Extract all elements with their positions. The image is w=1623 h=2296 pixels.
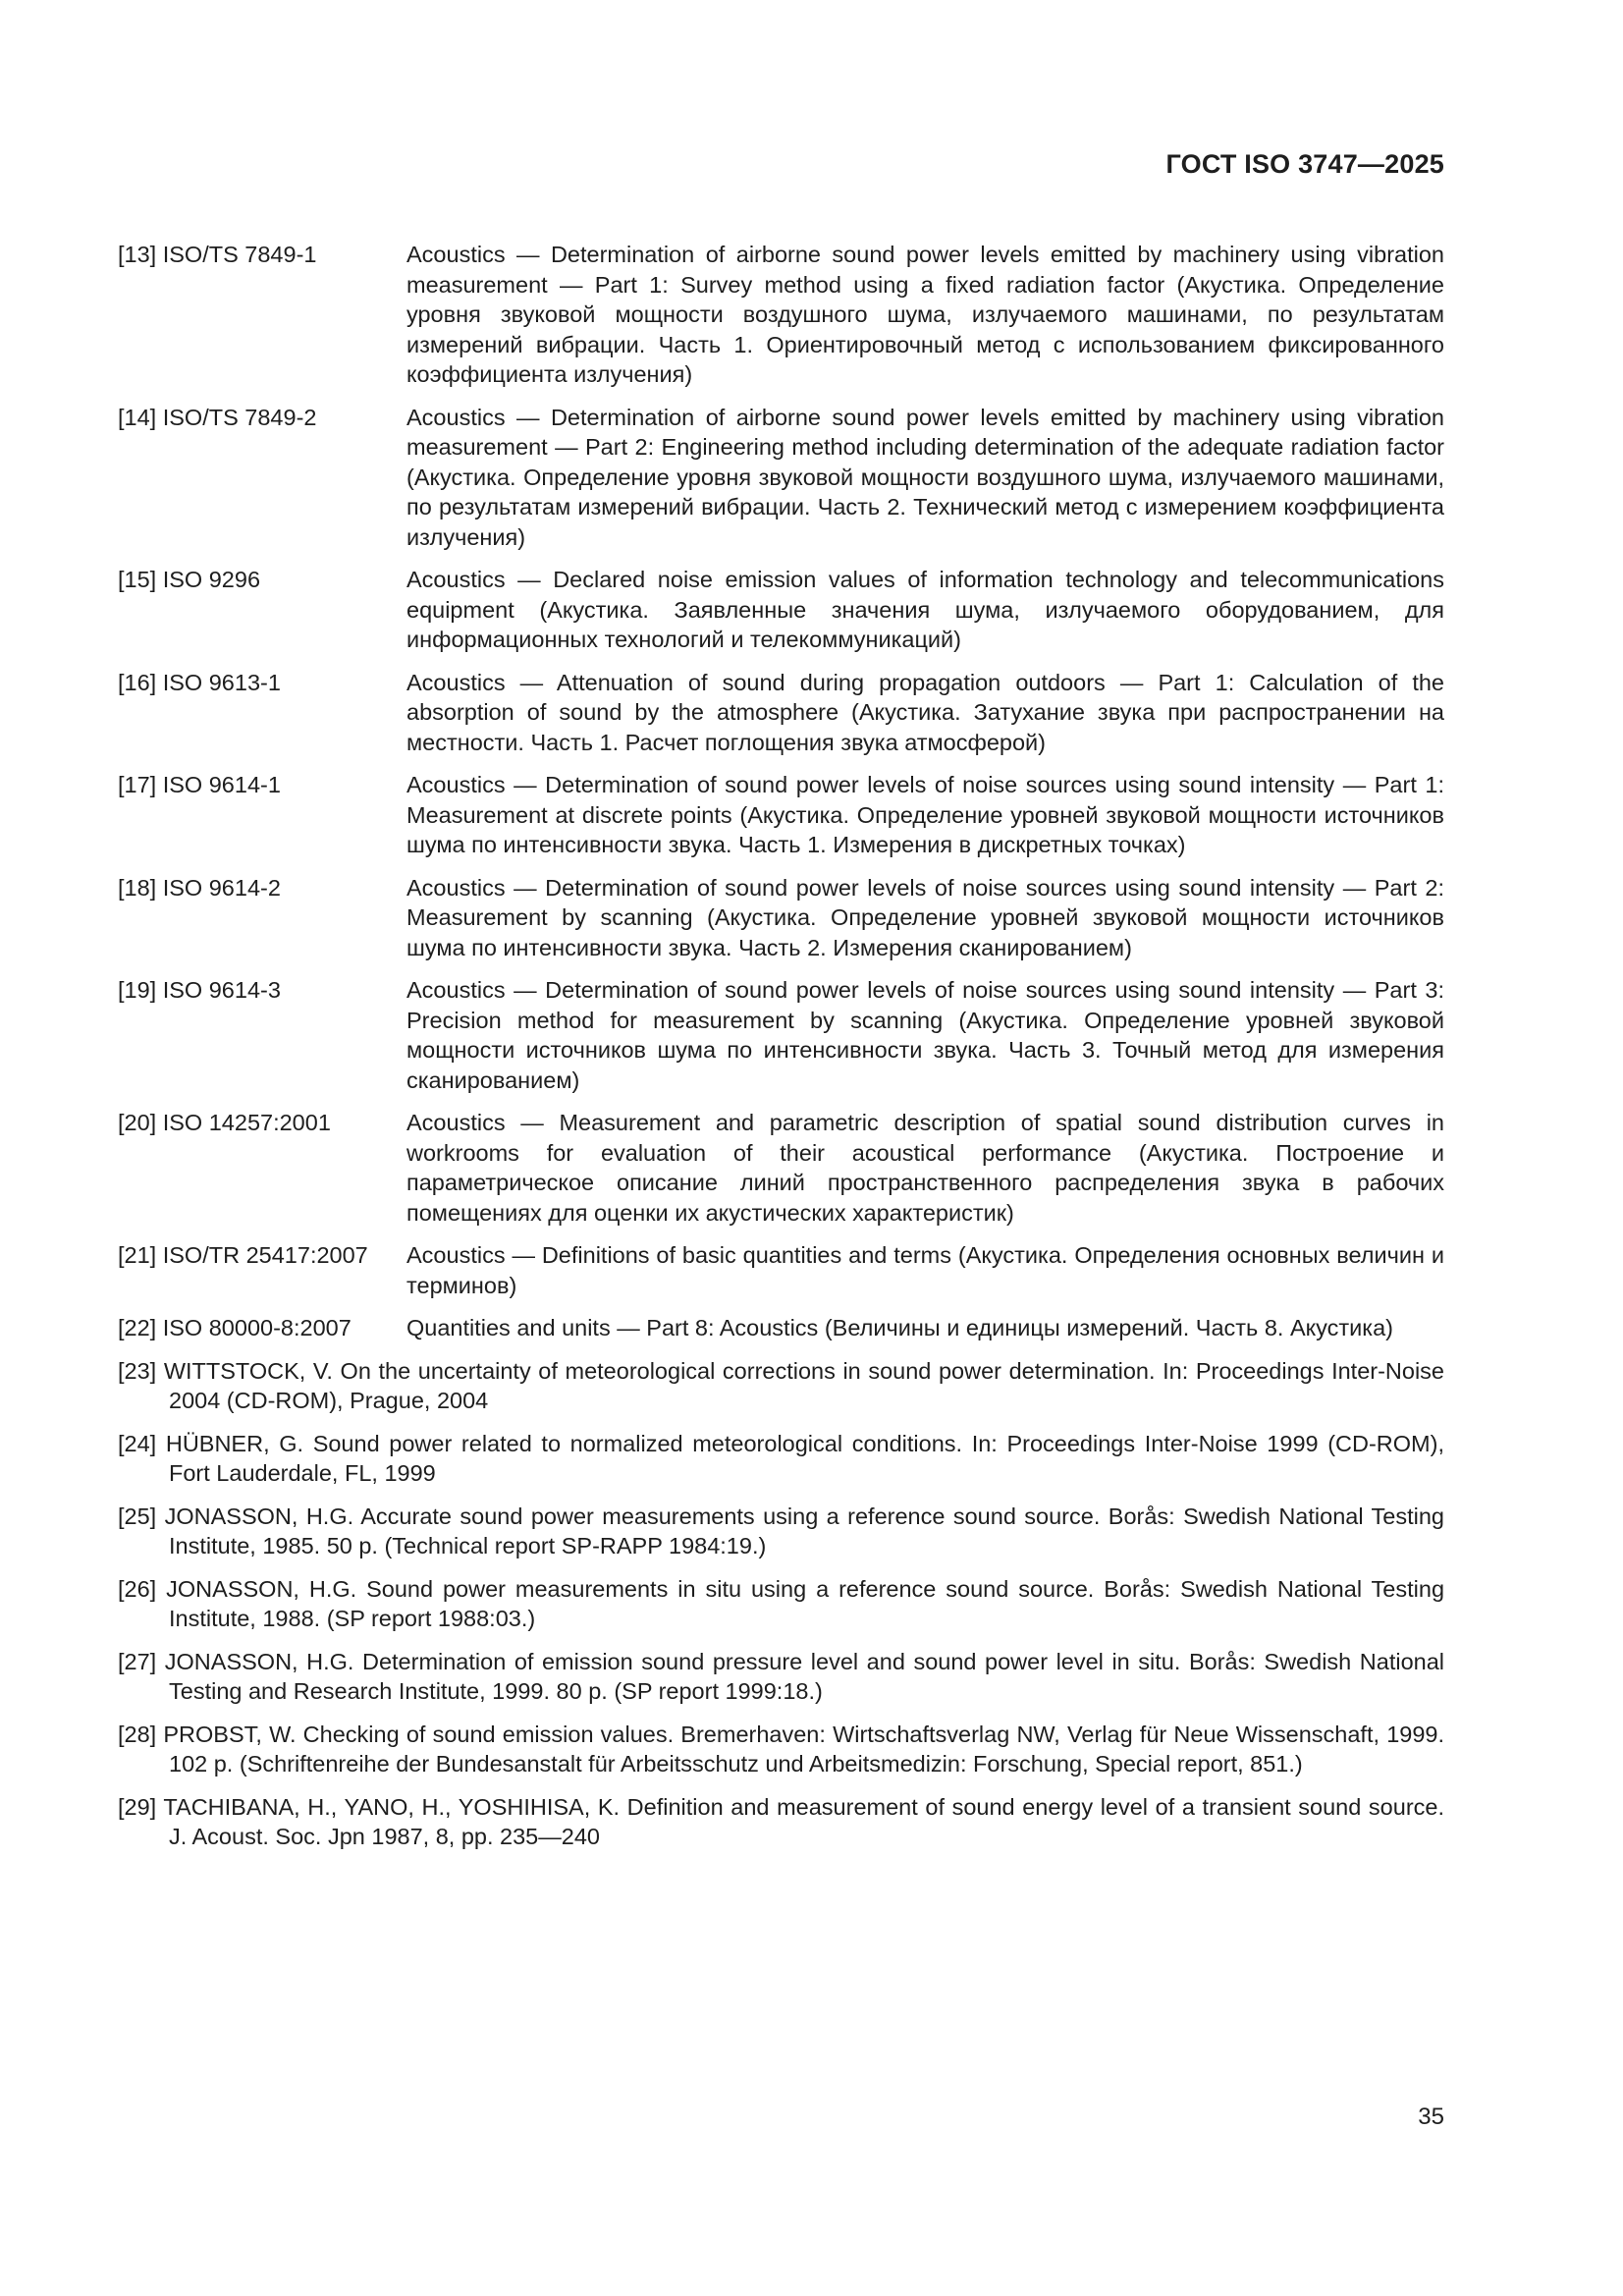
entry-text: JONASSON, H.G. Determination of emission sound pressure level and sound power level in situ. Borås: Swedish National Testing and Research Institute, 1999. 80 p. (SP report 1999:18.) (164, 1648, 1445, 1704)
bibliography-entry-14 (118, 403, 1444, 553)
entry-title: Quantities and units — Part 8: Acoustics (Величины и единицы измерений. Часть 8. Акустика) (406, 1315, 1393, 1340)
entry-number: [24] (118, 1430, 157, 1456)
bibliography-entry-24 (118, 1429, 1444, 1489)
entry-text: PROBST, W. Checking of sound emission values. Bremerhaven: Wirtschaftsverlag NW, Verlag für Neue Wissenschaft, 1999. 102 p. (Schriftenreihe der Bundesanstalt für Arbeitsschutz und Arbeitsmedizin: Forschung, Special report, 851.) (163, 1721, 1444, 1777)
bibliography-entry-21 (118, 1240, 1444, 1300)
entry-title: Acoustics — Definitions of basic quantities and terms (Акустика. Определения основных величин и терминов) (406, 1242, 1444, 1298)
entry-reference: [19] ISO 9614-3 (118, 977, 281, 1003)
entry-text: HÜBNER, G. Sound power related to normalized meteorological conditions. In: Proceedings Inter-Noise 1999 (CD-ROM), Fort Lauderdale, FL, 1999 (165, 1430, 1444, 1486)
bibliography-entry-19 (118, 975, 1444, 1095)
bibliography-entry-26 (118, 1574, 1444, 1634)
entry-title: Acoustics — Measurement and parametric description of spatial sound distribution curves in workrooms for evaluation of their acoustical performance (Акустика. Построение и параметрическое описание линий пространственного распределения звука в рабочих помещениях для оценки их акустических характеристик) (406, 1110, 1444, 1226)
entry-text: JONASSON, H.G. Accurate sound power measurements using a reference sound source. Borås: Swedish National Testing Institute, 1985. 50 p. (Technical report SP-RAPP 1984:19.) (164, 1503, 1444, 1558)
entry-reference: [20] ISO 14257:2001 (118, 1110, 331, 1135)
page-number: 35 (1418, 2104, 1444, 2130)
entry-number: [25] (118, 1503, 157, 1529)
entry-number: [29] (118, 1793, 157, 1820)
entry-text: JONASSON, H.G. Sound power measurements in situ using a reference sound source. Borås: Swedish National Testing Institute, 1988. (SP report 1988:03.) (166, 1575, 1445, 1631)
entry-text: TACHIBANA, H., YANO, H., YOSHIHISA, K. Definition and measurement of sound energy level of a transient sound source. J. Acoust. Soc. Jpn 1987, 8, pp. 235—240 (163, 1793, 1444, 1849)
entry-reference: [14] ISO/TS 7849-2 (118, 404, 317, 430)
entry-reference: [13] ISO/TS 7849-1 (118, 242, 317, 267)
bibliography-entry-27 (118, 1647, 1444, 1707)
entry-title: Acoustics — Declared noise emission values of information technology and telecommunications equipment (Акустика. Заявленные значения шума, излучаемого оборудованием, для информационных технологий и телекоммуникаций) (406, 567, 1444, 652)
entry-number: [23] (118, 1357, 157, 1384)
bibliography-entry-28 (118, 1720, 1444, 1779)
bibliography-entry-22 (118, 1313, 1444, 1343)
bibliography-entry-23 (118, 1356, 1444, 1416)
document-id-header: ГОСТ ISO 3747—2025 (1165, 149, 1444, 179)
entry-reference: [18] ISO 9614-2 (118, 874, 281, 901)
bibliography-entry-13 (118, 240, 1444, 390)
bibliography-entry-17 (118, 770, 1444, 860)
bibliography-entry-25 (118, 1502, 1444, 1561)
entry-reference: [16] ISO 9613-1 (118, 669, 281, 695)
entry-title: Acoustics — Determination of airborne sound power levels emitted by machinery using vibration measurement — Part 1: Survey method using a fixed radiation factor (Акустика. Определение уровня звуковой мощности воздушного шума, излучаемого машинами, по результатам измерений вибрации. Часть 1. Ориентировочный метод с использованием фиксированного коэффициента излучения) (406, 242, 1444, 387)
bibliography-entry-29 (118, 1792, 1444, 1852)
entry-number: [28] (118, 1721, 157, 1747)
entry-reference: [22] ISO 80000-8:2007 (118, 1315, 352, 1340)
bibliography-entry-16 (118, 668, 1444, 758)
entry-title: Acoustics — Attenuation of sound during propagation outdoors — Part 1: Calculation of the absorption of sound by the atmosphere (Акустика. Затухание звука при распространении на местности. Часть 1. Расчет поглощения звука атмосферой) (406, 669, 1444, 755)
entry-title: Acoustics — Determination of sound power levels of noise sources using sound intensity — Part 3: Precision method for measurement by scanning (Акустика. Определение уровней звуковой мощности источников шума по интенсивности звука. Часть 3. Точный метод для измерения сканированием) (406, 977, 1444, 1093)
bibliography-entry-15 (118, 565, 1444, 655)
entry-title: Acoustics — Determination of airborne sound power levels emitted by machinery using vibration measurement — Part 2: Engineering method including determination of the adequate radiation factor (Акустика. Определение уровня звуковой мощности воздушного шума, излучаемого машинами, по результатам измерений вибрации. Часть 2. Технический метод с измерением коэффициента излучения) (406, 404, 1444, 550)
entry-reference: [21] ISO/TR 25417:2007 (118, 1242, 368, 1268)
entry-reference: [17] ISO 9614-1 (118, 772, 281, 797)
entry-number: [27] (118, 1648, 157, 1674)
bibliography-entry-20 (118, 1108, 1444, 1228)
entry-reference: [15] ISO 9296 (118, 567, 261, 592)
bibliography-list (118, 240, 1444, 1865)
entry-title: Acoustics — Determination of sound power levels of noise sources using sound intensity — Part 2: Measurement by scanning (Акустика. Определение уровней звуковой мощности источников шума по интенсивности звука. Часть 2. Измерения сканированием) (406, 874, 1444, 960)
entry-title: Acoustics — Determination of sound power levels of noise sources using sound intensity — Part 1: Measurement at discrete points (Акустика. Определение уровней звуковой мощности источников шума по интенсивности звука. Часть 1. Измерения в дискретных точках) (406, 772, 1444, 857)
bibliography-entry-18 (118, 873, 1444, 963)
entry-number: [26] (118, 1575, 157, 1602)
entry-text: WITTSTOCK, V. On the uncertainty of meteorological corrections in sound power determination. In: Proceedings Inter-Noise 2004 (CD-ROM), Prague, 2004 (163, 1357, 1444, 1413)
